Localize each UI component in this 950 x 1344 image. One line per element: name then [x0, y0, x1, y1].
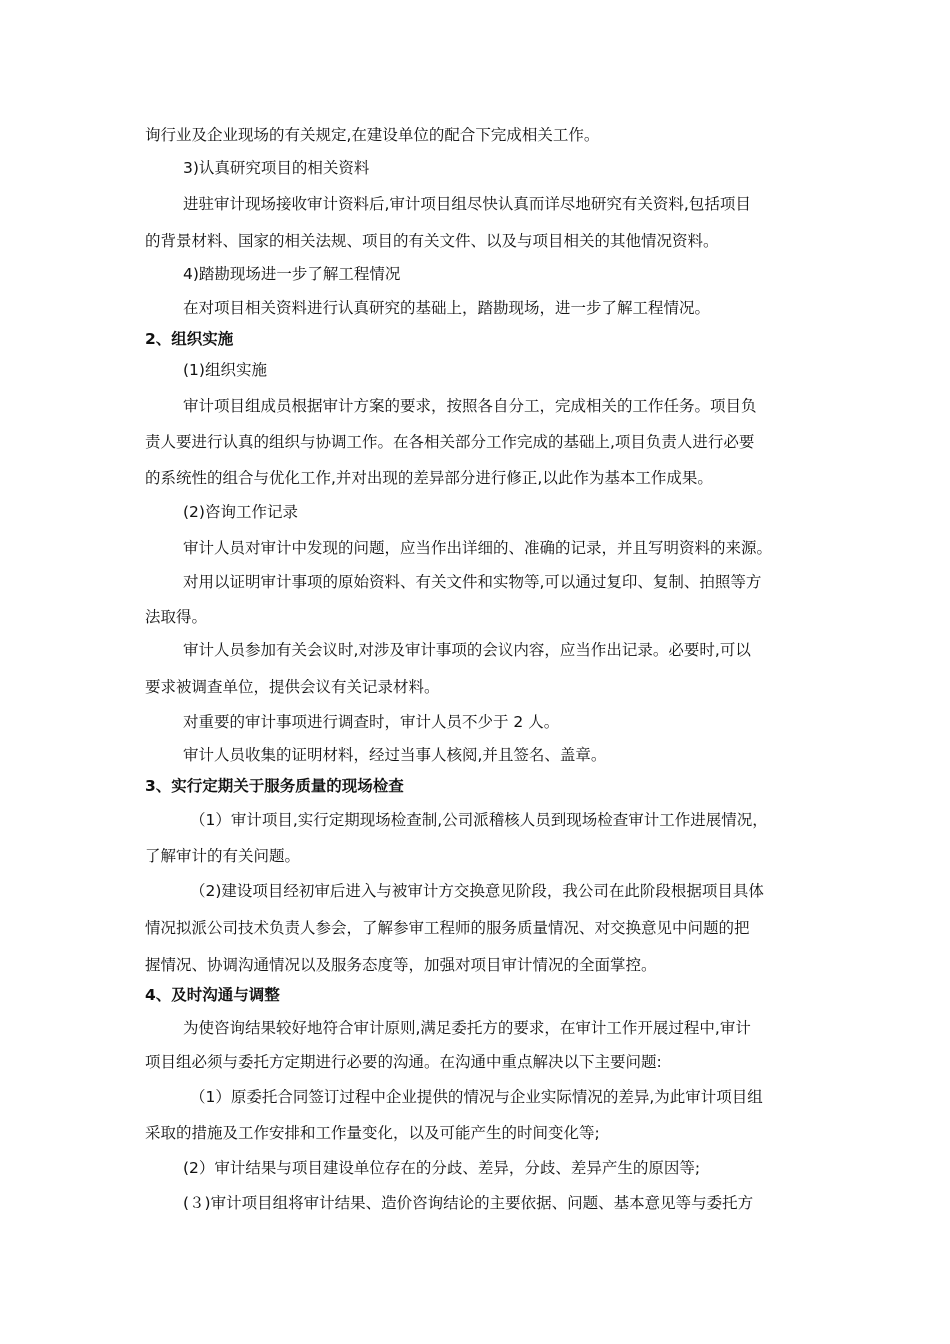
subheading: (1)组织实施 [183, 361, 267, 379]
subheading: 3)认真研究项目的相关资料 [183, 159, 370, 177]
subheading: (2)咨询工作记录 [183, 503, 298, 521]
section-heading: 4、及时沟通与调整 [145, 986, 280, 1004]
subheading: 4)踏勘现场进一步了解工程情况 [183, 265, 401, 283]
section-heading: 3、实行定期关于服务质量的现场检查 [145, 777, 404, 795]
body-line: 审计人员对审计中发现的问题，应当作出详细的、准确的记录，并且写明资料的来源。 [183, 539, 773, 557]
body-line: 审计人员收集的证明材料，经过当事人核阅,并且签名、盖章。 [183, 746, 607, 764]
body-line: (2）审计结果与项目建设单位存在的分歧、差异，分歧、差异产生的原因等; [183, 1159, 701, 1177]
body-line: 为使咨询结果较好地符合审计原则,满足委托方的要求，在审计工作开展过程中,审计 [183, 1019, 751, 1037]
body-line: 情况拟派公司技术负责人参会，了解参审工程师的服务质量情况、对交换意见中问题的把 [145, 919, 750, 937]
body-line: 握情况、协调沟通情况以及服务态度等，加强对项目审计情况的全面掌控。 [145, 956, 657, 974]
body-line: 采取的措施及工作安排和工作量变化，以及可能产生的时间变化等; [145, 1124, 600, 1142]
body-line: (３)审计项目组将审计结果、造价咨询结论的主要依据、问题、基本意见等与委托方 [183, 1194, 754, 1212]
body-line: （1）审计项目,实行定期现场检查制,公司派稽核人员到现场检查审计工作进展情况， [190, 811, 768, 829]
body-line: 进驻审计现场接收审计资料后,审计项目组尽快认真而详尽地研究有关资料,包括项目 [183, 195, 751, 213]
body-line: 在对项目相关资料进行认真研究的基础上，踏勘现场，进一步了解工程情况。 [183, 299, 711, 317]
body-line: 责人要进行认真的组织与协调工作。在各相关部分工作完成的基础上,项目负责人进行必要 [145, 433, 755, 451]
body-line: 了解审计的有关问题。 [145, 847, 301, 865]
body-line: （2)建设项目经初审后进入与被审计方交换意见阶段，我公司在此阶段根据项目具体 [190, 882, 764, 900]
body-line: 对重要的审计事项进行调查时，审计人员不少于 2 人。 [183, 713, 560, 731]
body-line: 项目组必须与委托方定期进行必要的沟通。在沟通中重点解决以下主要问题: [145, 1053, 662, 1071]
body-line: 的系统性的组合与优化工作,并对出现的差异部分进行修正,以此作为基本工作成果。 [145, 469, 713, 487]
body-line: 要求被调查单位，提供会议有关记录材料。 [145, 678, 440, 696]
body-line: 法取得。 [145, 608, 208, 626]
body-line: （1）原委托合同签订过程中企业提供的情况与企业实际情况的差异,为此审计项目组 [190, 1088, 763, 1106]
body-line: 对用以证明审计事项的原始资料、有关文件和实物等,可以通过复印、复制、拍照等方 [183, 573, 762, 591]
body-line: 审计人员参加有关会议时,对涉及审计事项的会议内容，应当作出记录。必要时,可以 [183, 641, 751, 659]
body-line: 的背景材料、国家的相关法规、项目的有关文件、以及与项目相关的其他情况资料。 [145, 232, 719, 250]
body-line: 询行业及企业现场的有关规定,在建设单位的配合下完成相关工作。 [145, 126, 600, 144]
body-line: 审计项目组成员根据审计方案的要求，按照各自分工，完成相关的工作任务。项目负 [183, 397, 757, 415]
section-heading: 2、组织实施 [145, 330, 234, 348]
